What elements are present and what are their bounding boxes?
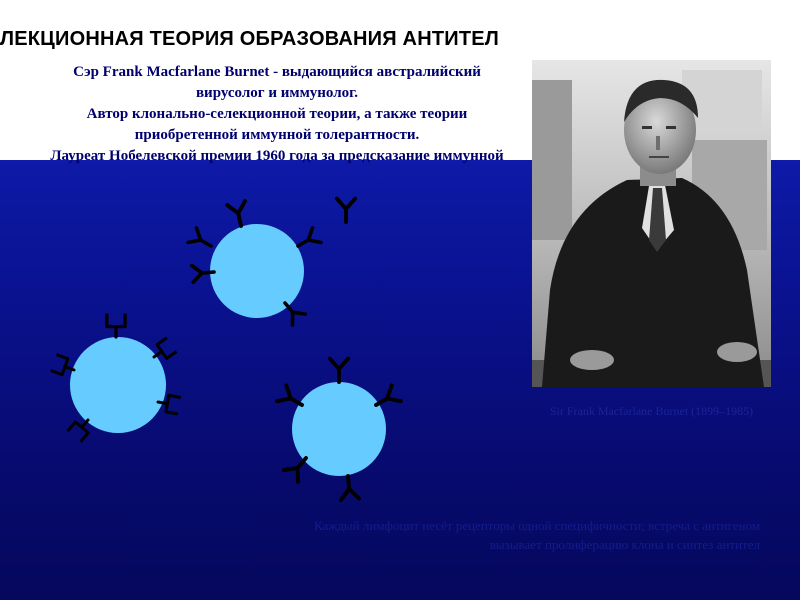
antibody-y-icon xyxy=(107,314,125,337)
slide-title: ЛЕКЦИОННАЯ ТЕОРИЯ ОБРАЗОВАНИЯ АНТИТЕЛ xyxy=(0,28,500,50)
photo-caption: Sir Frank Macfarlane Burnet (1899–1985) xyxy=(549,404,754,418)
caption-line-1: Сэр Frank Macfarlane Burnet - выдающийся австралийский xyxy=(73,64,481,80)
burnet-portrait-photo xyxy=(532,60,771,387)
antibody-y-icon xyxy=(227,201,250,228)
antibody-y-icon xyxy=(337,199,355,222)
caption-line-3: Автор клонально-селекционной теории, а также теории xyxy=(86,106,468,122)
lymphocyte-cell-3 xyxy=(277,359,401,501)
lymphocyte-cell-1 xyxy=(188,201,321,325)
antibody-y-icon xyxy=(330,359,348,382)
caption-line-2: вирусолог и иммунолог. xyxy=(195,85,359,101)
caption-line-5: Лауреат Нобелевской премии 1960 года за предсказание иммунной xyxy=(50,148,504,164)
lymphocyte-cell-2 xyxy=(51,314,181,442)
caption-line-4: приобретенной иммунной толерантности. xyxy=(134,127,420,143)
antibody-y-icon xyxy=(339,475,359,500)
antibody-y-icon xyxy=(188,228,215,253)
footer-text: Каждый лимфоцит несёт рецепторы одной специфичности; встреча с антигеном вызывает пролиферацию клона и синтез антител xyxy=(314,518,760,552)
